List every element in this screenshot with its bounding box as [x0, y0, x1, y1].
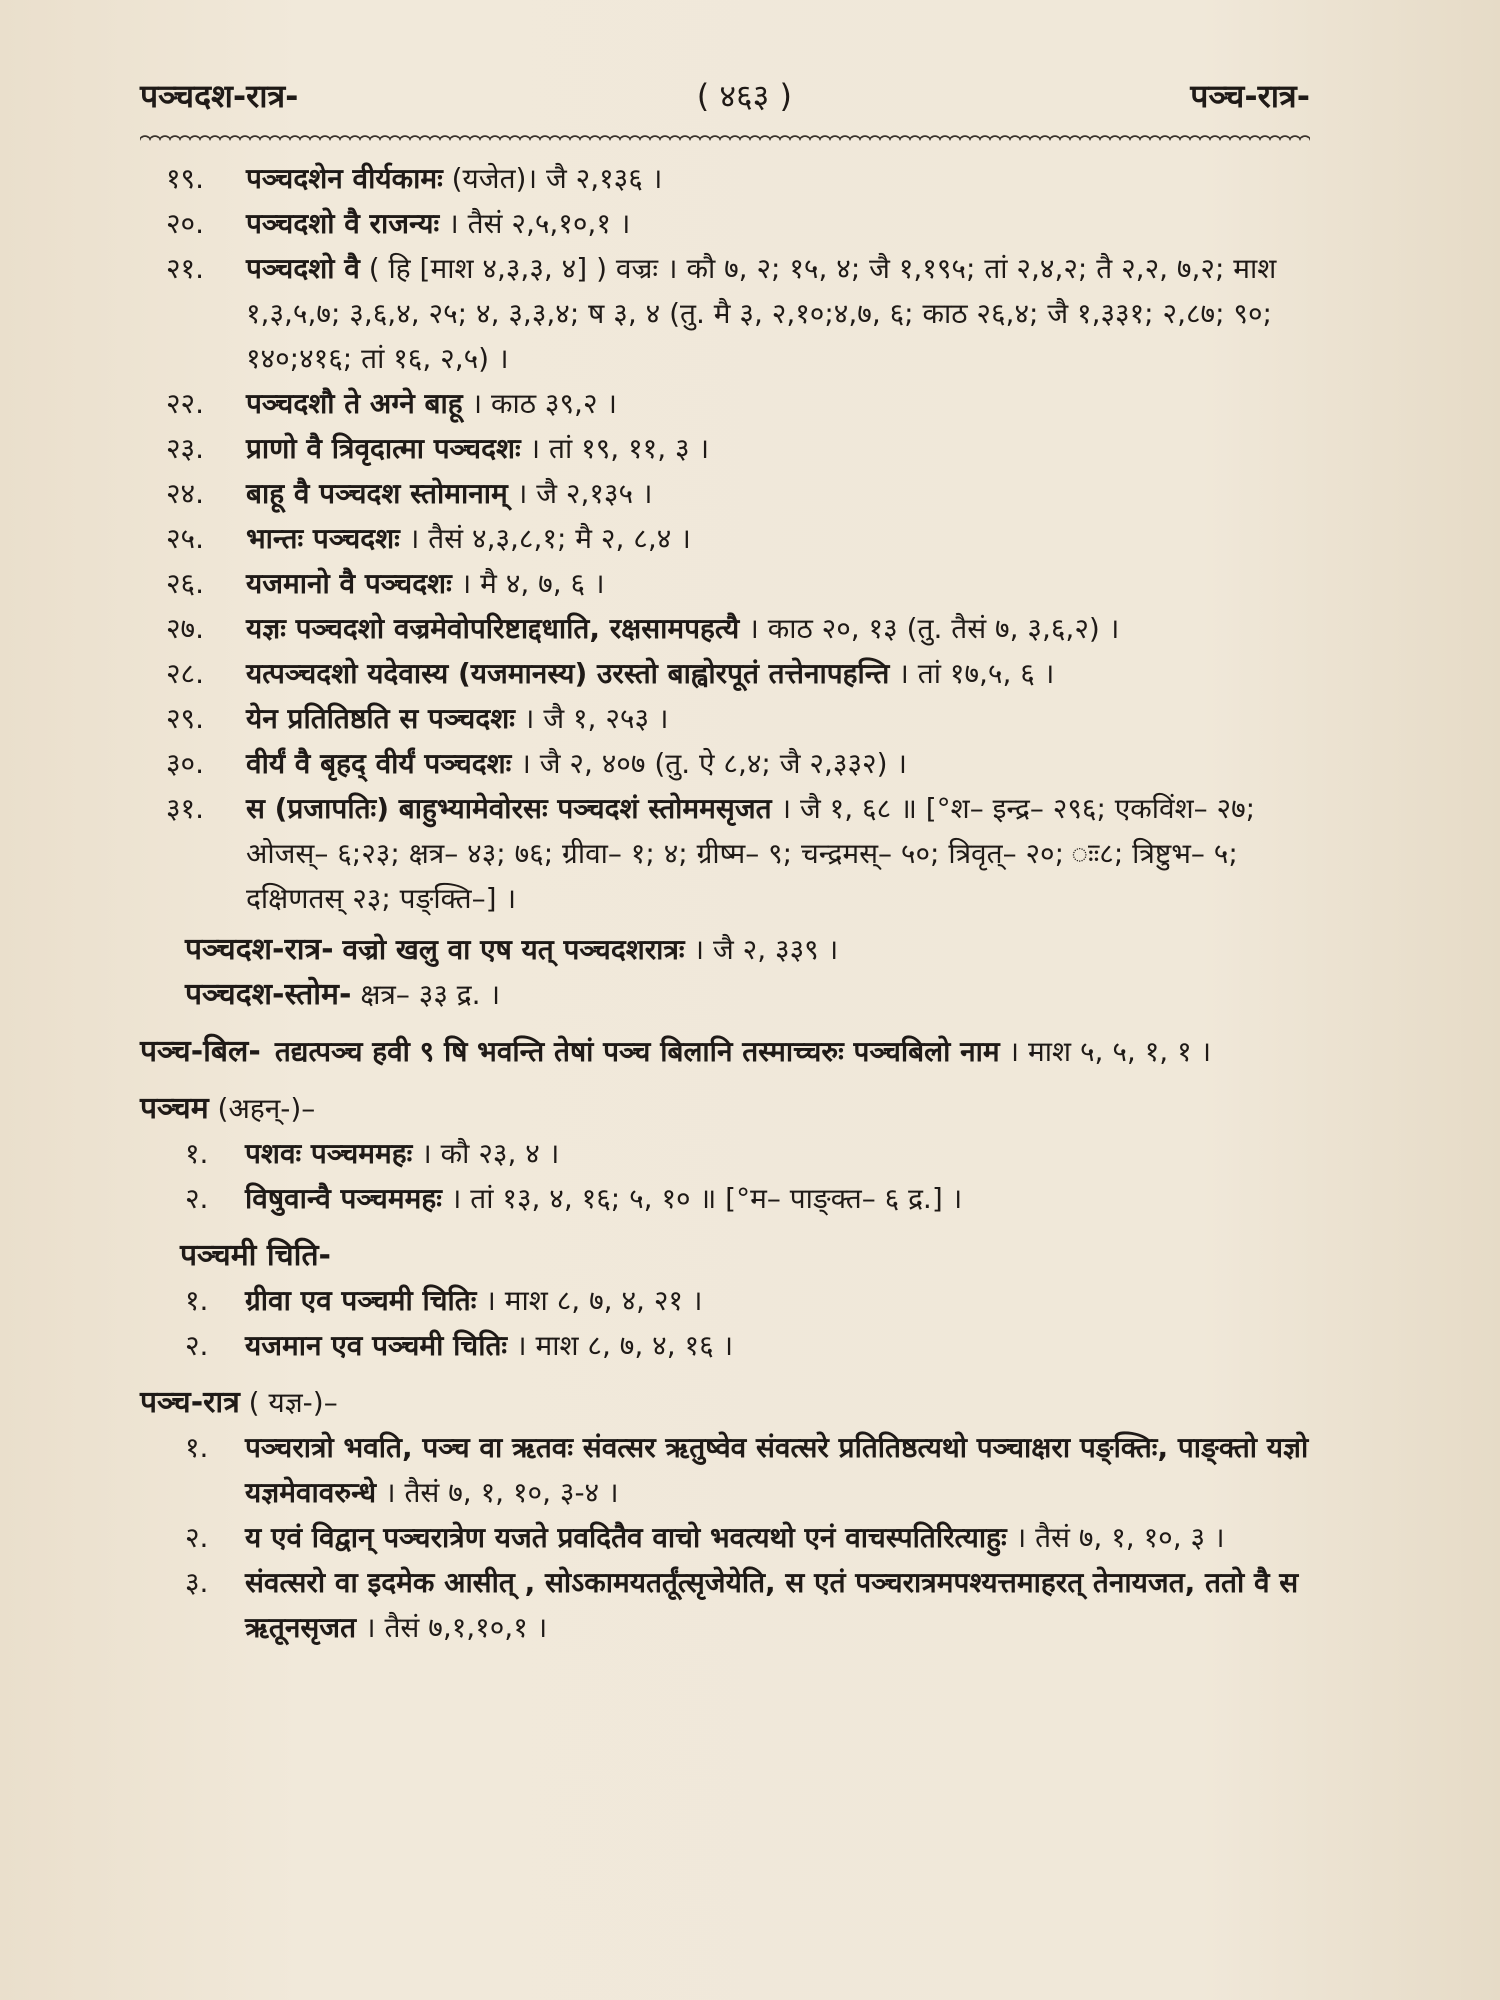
item-text [246, 381, 1310, 426]
item-number: १९. [166, 162, 205, 195]
subentry-panchadasha-stoma [140, 972, 1310, 1017]
item-ref: । तैसं ७,१,१०,१ । [356, 1611, 548, 1644]
item-quote: विषुवान्वै पञ्चममहः [245, 1182, 442, 1215]
item-number: ३. [185, 1566, 209, 1599]
item-number: २९. [166, 702, 205, 735]
item-text [245, 1131, 1310, 1176]
list-item [140, 1176, 1310, 1221]
item-ref: । जै १, २५३ । [514, 702, 669, 735]
item-text [246, 741, 1310, 786]
entries-panchadasha [140, 156, 1310, 1650]
item-ref: । माश ८, ७, ४, २१ । [476, 1284, 703, 1317]
page-number: ( ४६३ ) [696, 76, 792, 115]
item-number: २२. [166, 387, 205, 420]
entry-ref: । माश ५, ५, १, १ । [999, 1035, 1212, 1068]
item-quote: यजमान एव पञ्चमी चितिः [245, 1329, 508, 1362]
item-ref: । मै ४, ७, ६ । [451, 567, 605, 600]
item-text [245, 1323, 1310, 1368]
item-number: २. [185, 1329, 209, 1362]
entry-note: ( यज्ञ-)– [239, 1386, 338, 1419]
item-text [246, 471, 1310, 516]
item-quote: भान्तः पञ्चदशः [246, 522, 400, 555]
item-ref: (यजेत)। जै २,१३६ । [442, 162, 663, 195]
entry-headword: पञ्च-बिल- [140, 1034, 261, 1069]
subentry-ref: क्षत्र– ३३ द्र. । [360, 978, 501, 1011]
list-item [140, 1515, 1310, 1560]
entry-panchama [140, 1086, 1310, 1131]
item-ref: । तैसं ७, १, १०, ३-४ । [376, 1476, 619, 1509]
header-left-headword: पञ्चदश-रात्र- [140, 76, 299, 115]
item-number: २. [185, 1521, 209, 1554]
subentry-quote: वज्रो खलु वा एष यत् पञ्चदशरात्रः [342, 933, 685, 966]
item-text [246, 426, 1310, 471]
item-number: २७. [166, 612, 205, 645]
item-quote: पञ्चदशो वै राजन्यः [246, 207, 440, 240]
item-text [246, 516, 1310, 561]
list-item [140, 426, 1310, 471]
item-ref: । माश ८, ७, ४, १६ । [507, 1329, 734, 1362]
header-wavy-rule [140, 130, 1310, 142]
item-ref: । तां १३, ४, १६; ५, १० ॥ [°म– पाङ्क्त– ६ द्र.] । [441, 1182, 963, 1215]
list-item [140, 201, 1310, 246]
subentry-ref: । जै २, ३३९ । [684, 933, 839, 966]
item-quote: बाहू वै पञ्चदश स्तोमानाम् [246, 477, 508, 510]
item-ref: । जै २,१३५ । [507, 477, 653, 510]
item-number: २. [185, 1182, 209, 1215]
subentry-headword: पञ्चदश-स्तोम- [185, 977, 352, 1012]
item-quote: यज्ञः पञ्चदशो वज्रमेवोपरिष्टाद्दधाति, रक्षसामपहत्यै [246, 612, 740, 645]
item-ref: । तैसं ४,३,८,१; मै २, ८,४ । [399, 522, 691, 555]
list-item [140, 606, 1310, 651]
list-item [140, 1131, 1310, 1176]
item-ref: । कौ २३, ४ । [412, 1137, 560, 1170]
entry-headword: पञ्चम [140, 1091, 209, 1126]
item-ref: । काठ २०, १३ (तु. तैसं ७, ३,६,२) । [739, 612, 1120, 645]
item-number: २५. [166, 522, 205, 555]
item-number: २०. [166, 207, 205, 240]
entry-note: (अहन्-)– [208, 1092, 316, 1125]
list-item [140, 786, 1310, 921]
item-ref: । जै २, ४०७ (तु. ऐ ८,४; जै २,३३२) । [511, 747, 908, 780]
item-number: २४. [166, 477, 205, 510]
entry-quote: तद्यत्पञ्च हवी ९ षि भवन्ति तेषां पञ्च बिलानि तस्माच्चरुः पञ्चबिलो नाम [274, 1035, 1000, 1068]
item-number: २६. [166, 567, 205, 600]
item-ref: ( हि [माश ४,३,३, ४] ) वज्रः । कौ ७, २; १५, ४; जै १,१९५; तां २,४,२; तै २,२, ७,२; माश १,३,५,७; ३,६,४, २५; ४, ३,३,४; ष ३, ४ (तु. मै ३, २,१०;४,७, ६; काठ २६,४; जै १,३३१; २,८७; ९०; १४०;४१६; तां १६, २,५) । [246, 252, 1277, 375]
item-text [246, 201, 1310, 246]
item-ref: । तैसं २,५,१०,१ । [439, 207, 631, 240]
item-quote: यत्पञ्चदशो यदेवास्य (यजमानस्य) उरस्तो बाह्वोरपूतं तत्तेनापहन्ति [246, 657, 890, 690]
list-item [140, 381, 1310, 426]
item-text [245, 1425, 1310, 1515]
list-item [140, 741, 1310, 786]
item-text [246, 246, 1310, 381]
item-text [246, 651, 1310, 696]
item-quote: प्राणो वै त्रिवृदात्मा पञ्चदशः [246, 432, 521, 465]
list-item [140, 1323, 1310, 1368]
list-item [140, 1425, 1310, 1515]
item-ref: । तां १७,५, ६ । [889, 657, 1055, 690]
item-quote: वीर्यं वै बृहद् वीर्यं पञ्चदशः [246, 747, 512, 780]
item-ref: । जै १, ६८ ॥ [°श– इन्द्र– २९६; एकविंश– २७; ओजस्– ६;२३; क्षत्र– ४३; ७६; ग्रीवा– १; ४; ग्रीष्म– ९; चन्द्रमस्– ५०; त्रिवृत्– २०; ःः८; त्रिष्टुभ– ५; दक्षिणतस् २३; पङ्क्ति–] । [246, 792, 1256, 915]
item-quote: स (प्रजापतिः) बाहुभ्यामेवोरसः पञ्चदशं स्तोममसृजत [246, 792, 772, 825]
item-number: २८. [166, 657, 205, 690]
item-number: ३१. [166, 792, 205, 825]
item-number: २१. [166, 252, 205, 285]
item-text [246, 696, 1310, 741]
item-quote: येन प्रतितिष्ठति स पञ्चदशः [246, 702, 515, 735]
list-item [140, 246, 1310, 381]
entry-panchami-chiti [140, 1233, 1310, 1278]
item-quote: पञ्चदशौ ते अग्ने बाहू [246, 387, 463, 420]
entry-pancha-ratra [140, 1380, 1310, 1425]
item-text [246, 606, 1310, 651]
item-quote: पञ्चदशो वै [246, 252, 360, 285]
subentry-panchadasha-ratra [140, 927, 1310, 972]
item-quote: ग्रीवा एव पञ्चमी चितिः [245, 1284, 477, 1317]
list-item [140, 156, 1310, 201]
subentry-headword: पञ्चदश-रात्र- [185, 932, 334, 967]
item-quote: यजमानो वै पञ्चदशः [246, 567, 452, 600]
item-text [245, 1560, 1310, 1650]
item-text [245, 1515, 1310, 1560]
item-text [246, 561, 1310, 606]
item-number: २३. [166, 432, 205, 465]
entry-headword: पञ्चमी चिति- [180, 1238, 331, 1273]
item-quote: संवत्सरो वा इदमेक आसीत् , सोऽकामयतर्तूंत्सृजेयेति, स एतं पञ्चरात्रमपश्यत्तमाहरत् तेनायजत, ततो वै स ऋतूनसृजत [245, 1566, 1299, 1644]
item-ref: । तैसं ७, १, १०, ३ । [1006, 1521, 1225, 1554]
item-number: १. [185, 1431, 209, 1464]
item-quote: पञ्चदशेन वीर्यकामः [246, 162, 443, 195]
item-ref: । काठ ३९,२ । [462, 387, 618, 420]
list-item [140, 1560, 1310, 1650]
item-text [246, 786, 1310, 921]
item-text [246, 156, 1310, 201]
header-right-headword: पञ्च-रात्र- [1190, 76, 1310, 115]
entry-pancha-bila [140, 1029, 1310, 1074]
entry-headword: पञ्च-रात्र [140, 1385, 240, 1420]
list-item [140, 1278, 1310, 1323]
page-header [140, 70, 1310, 120]
item-quote: य एवं विद्वान् पञ्चरात्रेण यजते प्रवदितैव वाचो भवत्यथो एनं वाचस्पतिरित्याहुः [245, 1521, 1007, 1554]
list-item [140, 696, 1310, 741]
item-text [245, 1278, 1310, 1323]
list-item [140, 471, 1310, 516]
item-quote: पञ्चरात्रो भवति, पञ्च वा ऋतवः संवत्सर ऋतुष्वेव संवत्सरे प्रतितिष्ठत्यथो पञ्चाक्षरा पङ्क्तिः, पाङ्क्तो यज्ञो यज्ञमेवावरुन्धे [245, 1431, 1309, 1509]
item-number: ३०. [166, 747, 205, 780]
item-number: १. [185, 1137, 209, 1170]
item-number: १. [185, 1284, 209, 1317]
entry-text [275, 1029, 1310, 1074]
item-text [245, 1176, 1310, 1221]
list-item [140, 561, 1310, 606]
list-item [140, 516, 1310, 561]
item-ref: । तां १९, ११, ३ । [520, 432, 710, 465]
item-quote: पशवः पञ्चममहः [245, 1137, 413, 1170]
list-item [140, 651, 1310, 696]
